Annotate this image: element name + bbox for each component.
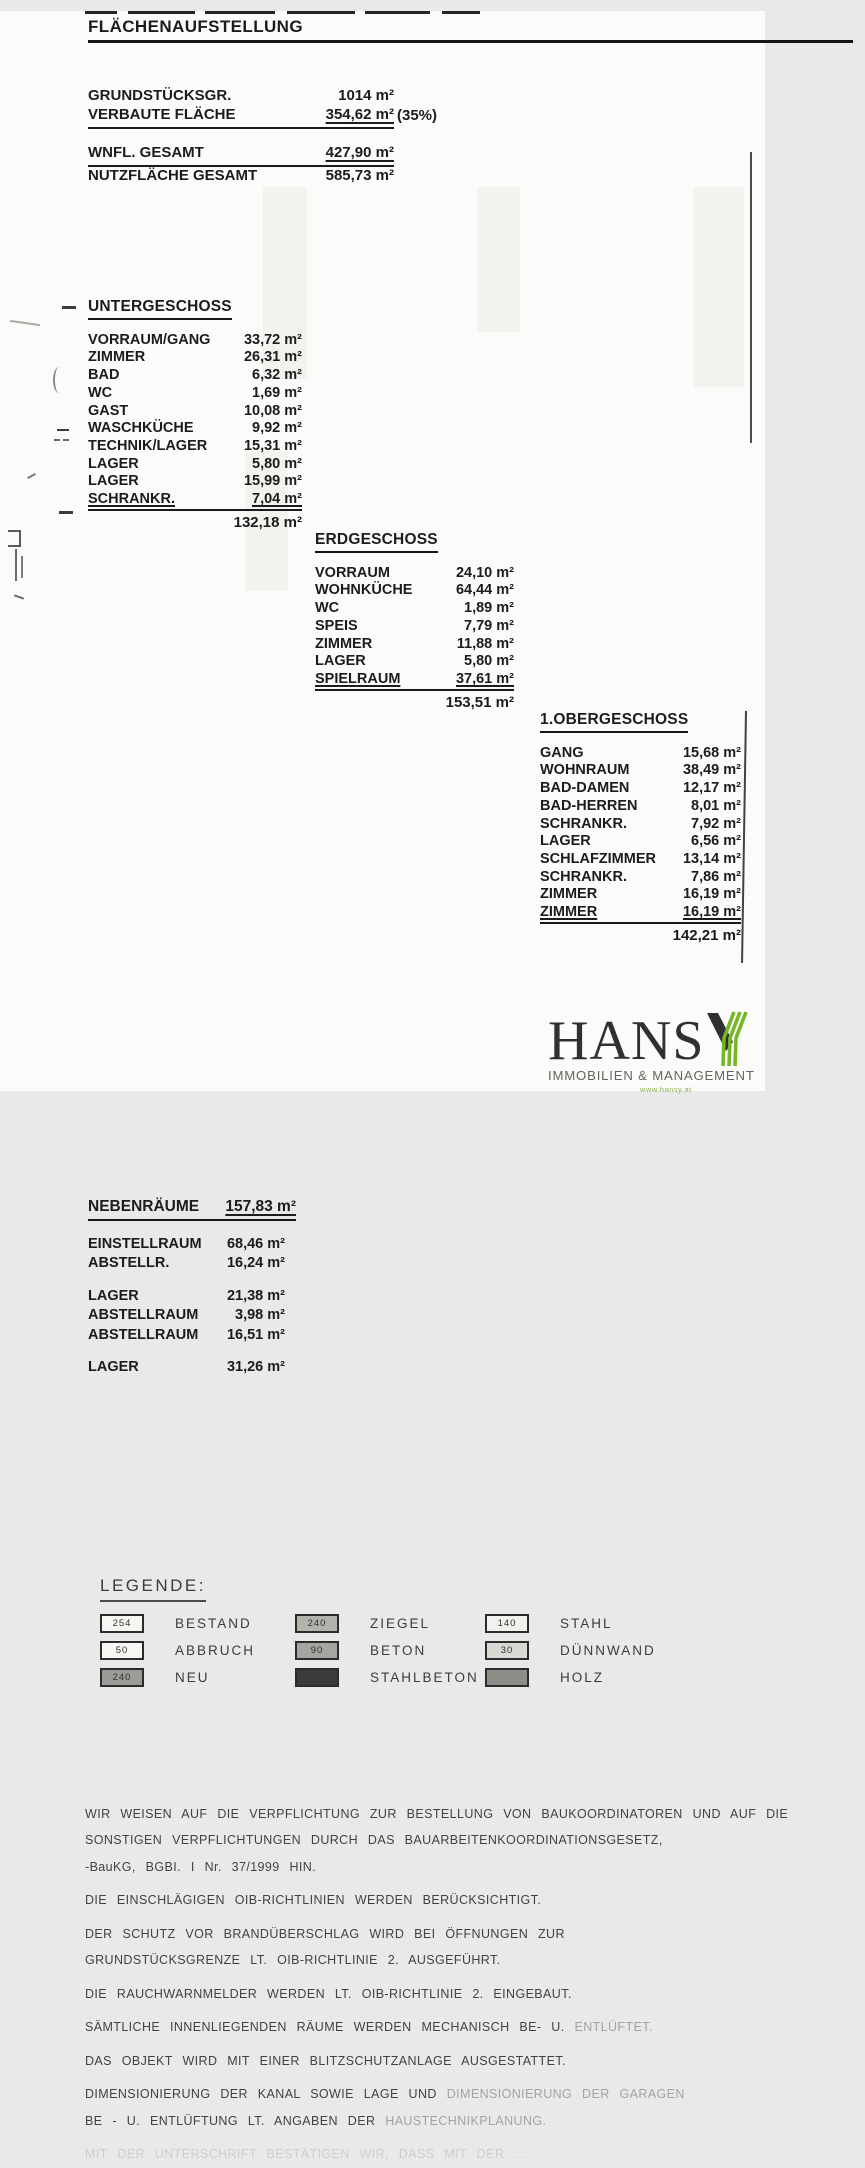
- room-area: 33,72 m²: [243, 331, 302, 348]
- faded-footnote: MIT DER UNTERSCHRIFT BESTÄTIGEN WIR, DASS MIT DER ...: [85, 2147, 526, 2162]
- page-title: FLÄCHENAUFSTELLUNG: [88, 17, 853, 43]
- floor-total: 142,21 m²: [672, 926, 741, 944]
- room-area: 7,04 m²: [252, 491, 302, 508]
- room-area: 26,31 m²: [243, 349, 302, 366]
- table-row: [88, 1358, 285, 1378]
- table-row: [540, 780, 741, 798]
- scan-artifact: [287, 11, 355, 14]
- material-swatch: [485, 1668, 529, 1687]
- table-row: [540, 745, 741, 763]
- scan-artifact: [62, 306, 76, 309]
- summary-value: 427,90 m²: [325, 143, 394, 161]
- scan-artifact: [14, 595, 24, 600]
- legend-title: LEGENDE:: [100, 1576, 206, 1602]
- summary-label: GRUNDSTÜCKSGR.: [88, 86, 232, 104]
- room-area: 7,86 m²: [691, 868, 741, 885]
- room-area: 6,56 m²: [691, 833, 741, 850]
- room-area: 16,19 m²: [682, 886, 741, 903]
- note-paragraph: WIR WEISEN AUF DIE VERPFLICHTUNG ZUR BESTELLUNG VON BAUKOORDINATOREN UND AUF DIE SONSTIGEN VERPFLICHTUNGEN DURCH DAS BAUARBEITENKOORDINATIONSGESETZ, -BauKG, BGBI. I Nr. 37/1999 HIN.: [85, 1806, 789, 1874]
- table-row: [540, 869, 741, 887]
- scan-artifact: [57, 429, 69, 431]
- legend-label: ZIEGEL: [370, 1616, 431, 1632]
- room-label: SCHRANKR.: [540, 815, 627, 832]
- room-area: 31,26 m²: [226, 1359, 285, 1376]
- room-label: VORRAUM/GANG: [88, 331, 211, 348]
- room-area: 37,61 m²: [455, 671, 514, 687]
- floor-section-erdgeschoss: [315, 531, 514, 711]
- note-paragraph: DIMENSIONIERUNG DER KANAL SOWIE LAGE UND DIMENSIONIERUNG DER GARAGEN BE - U. ENTLÜFTUNG LT. ANGABEN DER HAUSTECHNIKPLANUNG.: [85, 2087, 685, 2128]
- table-row: [88, 87, 394, 106]
- table-row: [88, 1254, 285, 1274]
- room-area: 24,10 m²: [455, 564, 514, 581]
- room-label: ABSTELLR.: [88, 1255, 170, 1272]
- table-row: [88, 473, 302, 491]
- scan-artifact: [205, 11, 275, 14]
- room-area: 21,38 m²: [226, 1287, 285, 1304]
- section-title: NEBENRÄUME: [88, 1197, 200, 1215]
- table-row: [88, 385, 302, 403]
- scan-shading: [478, 187, 520, 332]
- logo-wordmark: [548, 1009, 764, 1072]
- room-label: LAGER: [88, 1287, 139, 1304]
- room-label: ZIMMER: [315, 635, 373, 652]
- legend-column: [295, 1615, 485, 1687]
- scan-edge-line: [750, 152, 752, 443]
- room-area: 16,19 m²: [682, 904, 741, 921]
- room-label: SCHRANKR.: [540, 868, 627, 885]
- room-label: WOHNRAUM: [540, 762, 630, 779]
- room-label: BAD-DAMEN: [540, 780, 630, 797]
- note-paragraph: SÄMTLICHE INNENLIEGENDEN RÄUME WERDEN MECHANISCH BE- U. ENTLÜFTET.: [85, 2020, 653, 2035]
- room-label: SCHLAFZIMMER: [540, 850, 656, 867]
- room-label: LAGER: [88, 473, 139, 490]
- room-area: 3,98 m²: [235, 1307, 285, 1324]
- material-swatch: 50: [100, 1641, 144, 1660]
- table-row: [88, 332, 302, 350]
- hansy-logo: [548, 1011, 764, 1094]
- logo-url: www.hansy.at: [640, 1085, 692, 1095]
- logo-text-hans: HANS: [548, 1009, 705, 1072]
- scan-artifact: [63, 439, 69, 441]
- table-row: [88, 167, 394, 186]
- room-label: WC: [88, 384, 113, 401]
- table-row: [88, 367, 302, 385]
- table-row: [88, 456, 302, 474]
- note-paragraph: DIE RAUCHWARNMELDER WERDEN LT. OIB-RICHTLINIE 2. EINGEBAUT.: [85, 1986, 572, 2001]
- material-swatch: 254: [100, 1614, 144, 1633]
- material-swatch: 30: [485, 1641, 529, 1660]
- room-area: 1,89 m²: [464, 600, 514, 617]
- legend-item: [295, 1615, 485, 1633]
- table-row: [315, 653, 514, 671]
- legend-label: BESTAND: [175, 1616, 252, 1632]
- scan-artifact: [15, 549, 17, 581]
- room-label: LAGER: [88, 455, 139, 472]
- room-label: WC: [315, 600, 340, 617]
- scan-artifact: [10, 320, 40, 326]
- room-label: WASCHKÜCHE: [88, 420, 194, 437]
- room-area: 16,51 m²: [226, 1326, 285, 1343]
- room-label: SCHRANKR.: [88, 491, 175, 508]
- room-area: 8,01 m²: [691, 797, 741, 814]
- room-area: 15,31 m²: [243, 437, 302, 454]
- scan-edge-line: [741, 711, 747, 963]
- legend-item: [485, 1615, 656, 1633]
- room-area: 68,46 m²: [226, 1235, 285, 1252]
- scan-shading: [694, 187, 744, 387]
- table-row: [88, 491, 302, 511]
- legend-label: BETON: [370, 1643, 427, 1659]
- room-area: 38,49 m²: [682, 762, 741, 779]
- room-list: [88, 332, 302, 511]
- room-list: [540, 745, 741, 924]
- floor-total: 153,51 m²: [445, 693, 514, 711]
- table-row: [315, 600, 514, 618]
- room-label: SPIELRAUM: [315, 671, 401, 687]
- table-row: [540, 833, 741, 851]
- table-row: [88, 144, 394, 167]
- legend-item: [295, 1642, 485, 1660]
- scan-artifact: [128, 11, 195, 14]
- room-label: LAGER: [88, 1359, 139, 1376]
- summary-label: NUTZFLÄCHE GESAMT: [88, 166, 258, 184]
- legend-column: [100, 1615, 295, 1687]
- legend-label: DÜNNWAND: [560, 1643, 656, 1659]
- room-list: [315, 565, 514, 691]
- table-row: [88, 1326, 285, 1346]
- summary-value: 354,62 m²: [325, 105, 394, 123]
- room-area: 16,24 m²: [226, 1255, 285, 1272]
- scan-artifact: [8, 530, 21, 547]
- room-area: 11,88 m²: [456, 635, 514, 652]
- scan-artifact: [54, 439, 60, 441]
- room-area: 15,68 m²: [682, 744, 741, 761]
- table-row: [540, 886, 741, 904]
- table-row: [88, 403, 302, 421]
- room-area: 1,69 m²: [252, 384, 302, 401]
- table-row: [88, 1306, 285, 1326]
- table-row: [540, 816, 741, 834]
- legend-item: [295, 1669, 485, 1687]
- scan-artifact: [53, 367, 65, 393]
- room-area: 7,92 m²: [691, 815, 741, 832]
- room-label: VORRAUM: [315, 564, 390, 581]
- legend-item: [485, 1642, 656, 1660]
- legend-item: [485, 1669, 656, 1687]
- table-row: [88, 349, 302, 367]
- legend-item: [100, 1669, 295, 1687]
- material-swatch: 240: [295, 1614, 339, 1633]
- table-row: [88, 1235, 285, 1255]
- nebenraeume-section: [88, 1198, 296, 1378]
- notes-text-block: [85, 1801, 789, 2168]
- table-row: [540, 851, 741, 869]
- room-area: 10,08 m²: [243, 402, 302, 419]
- summary-table: [88, 86, 438, 186]
- room-area: 5,80 m²: [252, 455, 302, 472]
- room-area: 7,79 m²: [464, 617, 514, 634]
- floor-title: 1.OBERGESCHOSS: [540, 711, 688, 733]
- table-row: [315, 582, 514, 600]
- room-area: 9,92 m²: [252, 420, 302, 437]
- section-total: 157,83 m²: [225, 1197, 296, 1215]
- summary-value: 1014 m²: [338, 86, 394, 104]
- table-row: [88, 106, 394, 129]
- legend-label: STAHL: [560, 1616, 613, 1632]
- material-swatch: 90: [295, 1641, 339, 1660]
- note-paragraph: DAS OBJEKT WIRD MIT EINER BLITZSCHUTZANLAGE AUSGESTATTET.: [85, 2053, 566, 2068]
- nebenraeume-list: [88, 1235, 285, 1378]
- logo-y-icon: [706, 1011, 752, 1067]
- table-row: [315, 565, 514, 583]
- nebenraeume-header: [88, 1198, 296, 1221]
- room-label: GANG: [540, 744, 584, 761]
- percentage-note: (35%): [397, 106, 438, 124]
- room-area: 64,44 m²: [455, 582, 514, 599]
- table-row: [88, 438, 302, 456]
- scan-artifact: [21, 556, 23, 578]
- scan-artifact: [85, 11, 117, 14]
- room-label: LAGER: [315, 653, 366, 670]
- legend-section: [100, 1576, 865, 1687]
- table-row: [88, 1287, 285, 1307]
- table-row: [540, 798, 741, 816]
- legend-label: STAHLBETON: [370, 1670, 479, 1686]
- room-label: EINSTELLRAUM: [88, 1235, 202, 1252]
- material-swatch: [295, 1668, 339, 1687]
- room-label: SPEIS: [315, 617, 358, 634]
- room-label: GAST: [88, 402, 129, 419]
- scan-artifact: [365, 11, 430, 14]
- room-label: ZIMMER: [88, 349, 146, 366]
- room-label: BAD: [88, 367, 120, 384]
- floor-section-obergeschoss: [540, 711, 741, 944]
- scan-artifact: [59, 511, 73, 514]
- scan-artifact: [27, 473, 36, 479]
- floor-title: ERDGESCHOSS: [315, 531, 438, 553]
- legend-label: ABBRUCH: [175, 1643, 256, 1659]
- summary-label: VERBAUTE FLÄCHE: [88, 105, 236, 123]
- room-label: ABSTELLRAUM: [88, 1326, 199, 1343]
- room-label: WOHNKÜCHE: [315, 582, 413, 599]
- room-area: 5,80 m²: [464, 653, 514, 670]
- logo-subtitle: IMMOBILIEN & MANAGEMENT: [548, 1068, 755, 1084]
- table-row: [540, 904, 741, 924]
- room-label: ABSTELLRAUM: [88, 1307, 199, 1324]
- room-area: 12,17 m²: [682, 780, 741, 797]
- room-area: 15,99 m²: [243, 473, 302, 490]
- room-area: 6,32 m²: [252, 367, 302, 384]
- room-label: ZIMMER: [540, 904, 598, 921]
- room-label: ZIMMER: [540, 886, 598, 903]
- legend-label: HOLZ: [560, 1670, 605, 1686]
- legend-item: [100, 1615, 295, 1633]
- scan-artifact: [442, 11, 480, 14]
- summary-value: 585,73 m²: [325, 166, 394, 184]
- summary-label: WNFL. GESAMT: [88, 143, 204, 161]
- scanned-document-page: [0, 11, 789, 2162]
- table-row: [315, 671, 514, 691]
- room-label: BAD-HERREN: [540, 797, 638, 814]
- floor-title: UNTERGESCHOSS: [88, 298, 232, 320]
- floor-section-untergeschoss: [88, 298, 302, 531]
- room-label: TECHNIK/LAGER: [88, 437, 208, 454]
- table-row: [540, 762, 741, 780]
- note-paragraph: DIE EINSCHLÄGIGEN OIB-RICHTLINIEN WERDEN BERÜCKSICHTIGT.: [85, 1893, 542, 1908]
- legend-label: NEU: [175, 1670, 210, 1686]
- material-swatch: 140: [485, 1614, 529, 1633]
- table-row: [88, 420, 302, 438]
- table-row: [315, 636, 514, 654]
- note-paragraph: DER SCHUTZ VOR BRANDÜBERSCHLAG WIRD BEI ÖFFNUNGEN ZUR GRUNDSTÜCKSGRENZE LT. OIB-RICHTLINIE 2. AUSGEFÜHRT.: [85, 1926, 565, 1968]
- table-row: [315, 618, 514, 636]
- material-swatch: 240: [100, 1668, 144, 1687]
- room-area: 13,14 m²: [682, 850, 741, 867]
- floor-total: 132,18 m²: [233, 513, 302, 531]
- room-label: LAGER: [540, 833, 591, 850]
- legend-column: [485, 1615, 656, 1687]
- legend-item: [100, 1642, 295, 1660]
- legend-grid: [100, 1615, 865, 1687]
